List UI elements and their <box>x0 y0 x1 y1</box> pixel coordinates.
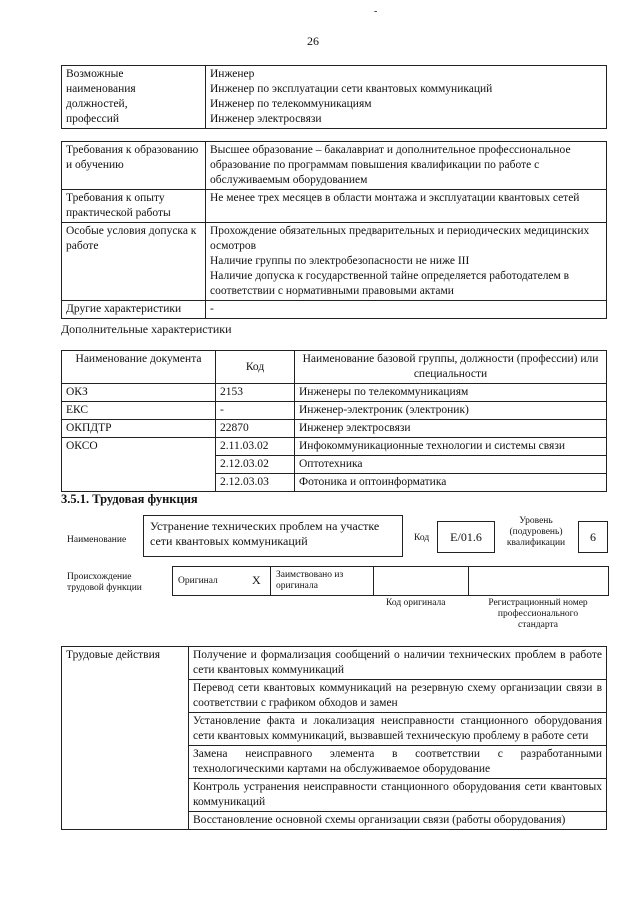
origin-divider-3 <box>468 566 469 595</box>
cell-code: - <box>216 402 295 420</box>
other-value: - <box>206 301 607 319</box>
cell-doc: ЕКС <box>62 402 216 420</box>
list-item: Контроль устранения неисправности станционного оборудования сети квантовых коммуникаций <box>189 779 607 812</box>
tf-name-box <box>143 515 403 557</box>
code-original-label: Код оригинала <box>386 598 446 608</box>
page-dot: - <box>374 6 378 17</box>
experience-value: Не менее трех месяцев в области монтажа и эксплуатации квантовых сетей <box>206 190 607 223</box>
additional-characteristics-table <box>61 350 607 492</box>
list-item: Замена неисправного элемента в соответствии с разработанными технологическими картами на обслуживаемое оборудование <box>189 746 607 779</box>
section-title: 3.5.1. Трудовая функция <box>61 492 198 506</box>
table-row <box>62 384 607 402</box>
list-item: Получение и формализация сообщений о наличии технических проблем в работе сети квантовых коммуникаций <box>189 647 607 680</box>
origin-label: Происхождение трудовой функции <box>67 572 142 593</box>
origin-divider-1 <box>270 566 271 595</box>
borrowed-label: Заимствовано из оригинала <box>276 570 344 591</box>
table-row <box>62 402 607 420</box>
cell-code: 2.11.03.02 <box>216 438 295 456</box>
list-item: Установление факта и локализация неисправности станционного оборудования сети квантовых коммуникаций, вызвавшей техническую проблему в работе сети <box>189 713 607 746</box>
cell-group: Оптотехника <box>295 456 607 474</box>
cell-group: Фотоника и оптоинформатика <box>295 474 607 492</box>
cell-group: Инженеры по телекоммуникациям <box>295 384 607 402</box>
education-value: Высшее образование – бакалавриат и дополнительное профессиональное образование по программам повышения квалификации по работе с обслуживаемым оборудованием <box>206 142 607 190</box>
tf-code-box <box>437 521 495 553</box>
other-label: Другие характеристики <box>62 301 206 319</box>
cell-doc: ОКПДТР <box>62 420 216 438</box>
cell-code: 2.12.03.03 <box>216 474 295 492</box>
additional-characteristics-title: Дополнительные характеристики <box>61 322 232 336</box>
header-code: Код <box>216 351 295 384</box>
tf-code-label: Код <box>414 533 430 543</box>
experience-label: Требования к опыту практической работы <box>62 190 206 223</box>
labor-actions-table <box>61 646 607 830</box>
cell-group: Инженер-электроник (электроник) <box>295 402 607 420</box>
positions-label: Возможные наименования должностей, профессий <box>62 66 206 129</box>
list-item: Перевод сети квантовых коммуникаций на резервную схему организации связи в соответствии с графиком обходов и замен <box>189 680 607 713</box>
admission-label: Особые условия допуска к работе <box>62 223 206 301</box>
origin-divider-2 <box>373 566 374 595</box>
cell-code: 22870 <box>216 420 295 438</box>
tf-level-box <box>578 521 608 553</box>
original-mark: X <box>252 573 261 587</box>
header-doc: Наименование документа <box>62 351 216 384</box>
cell-group: Инженер электросвязи <box>295 420 607 438</box>
cell-doc: ОКЗ <box>62 384 216 402</box>
original-label: Оригинал <box>178 576 218 586</box>
possible-positions-table <box>61 65 607 129</box>
page-number: 26 <box>307 34 319 48</box>
cell-code: 2153 <box>216 384 295 402</box>
table-row <box>62 420 607 438</box>
cell-doc: ОКСО <box>62 438 216 492</box>
tf-code-value: E/01.6 <box>450 530 482 544</box>
actions-label: Трудовые действия <box>62 647 189 830</box>
tf-name-value: Устранение технических проблем на участке сети квантовых коммуникаций <box>150 519 380 548</box>
admission-values: Прохождение обязательных предварительных и периодических медицинских осмотров Наличие группы по электробезопасности не ниже III Наличие допуска к государственной тайне определяется работодателем в соответствии с нормативными правовыми актами <box>206 223 607 301</box>
reg-number-label: Регистрационный номер профессионального стандарта <box>488 598 588 630</box>
tf-name-label: Наименование <box>67 535 127 545</box>
positions-values: Инженер Инженер по эксплуатации сети квантовых коммуникаций Инженер по телекоммуникациям Инженер электросвязи <box>206 66 607 129</box>
origin-box <box>172 566 609 596</box>
tf-level-value: 6 <box>590 530 596 544</box>
list-item: Восстановление основной схемы организации связи (работы оборудования) <box>189 812 607 830</box>
education-label: Требования к образованию и обучению <box>62 142 206 190</box>
tf-level-label: Уровень (подуровень) квалификации <box>506 516 566 548</box>
cell-code: 2.12.03.02 <box>216 456 295 474</box>
table-row <box>62 438 607 456</box>
requirements-table <box>61 141 607 319</box>
header-group: Наименование базовой группы, должности (профессии) или специальности <box>295 351 607 384</box>
cell-group: Инфокоммуникационные технологии и системы связи <box>295 438 607 456</box>
